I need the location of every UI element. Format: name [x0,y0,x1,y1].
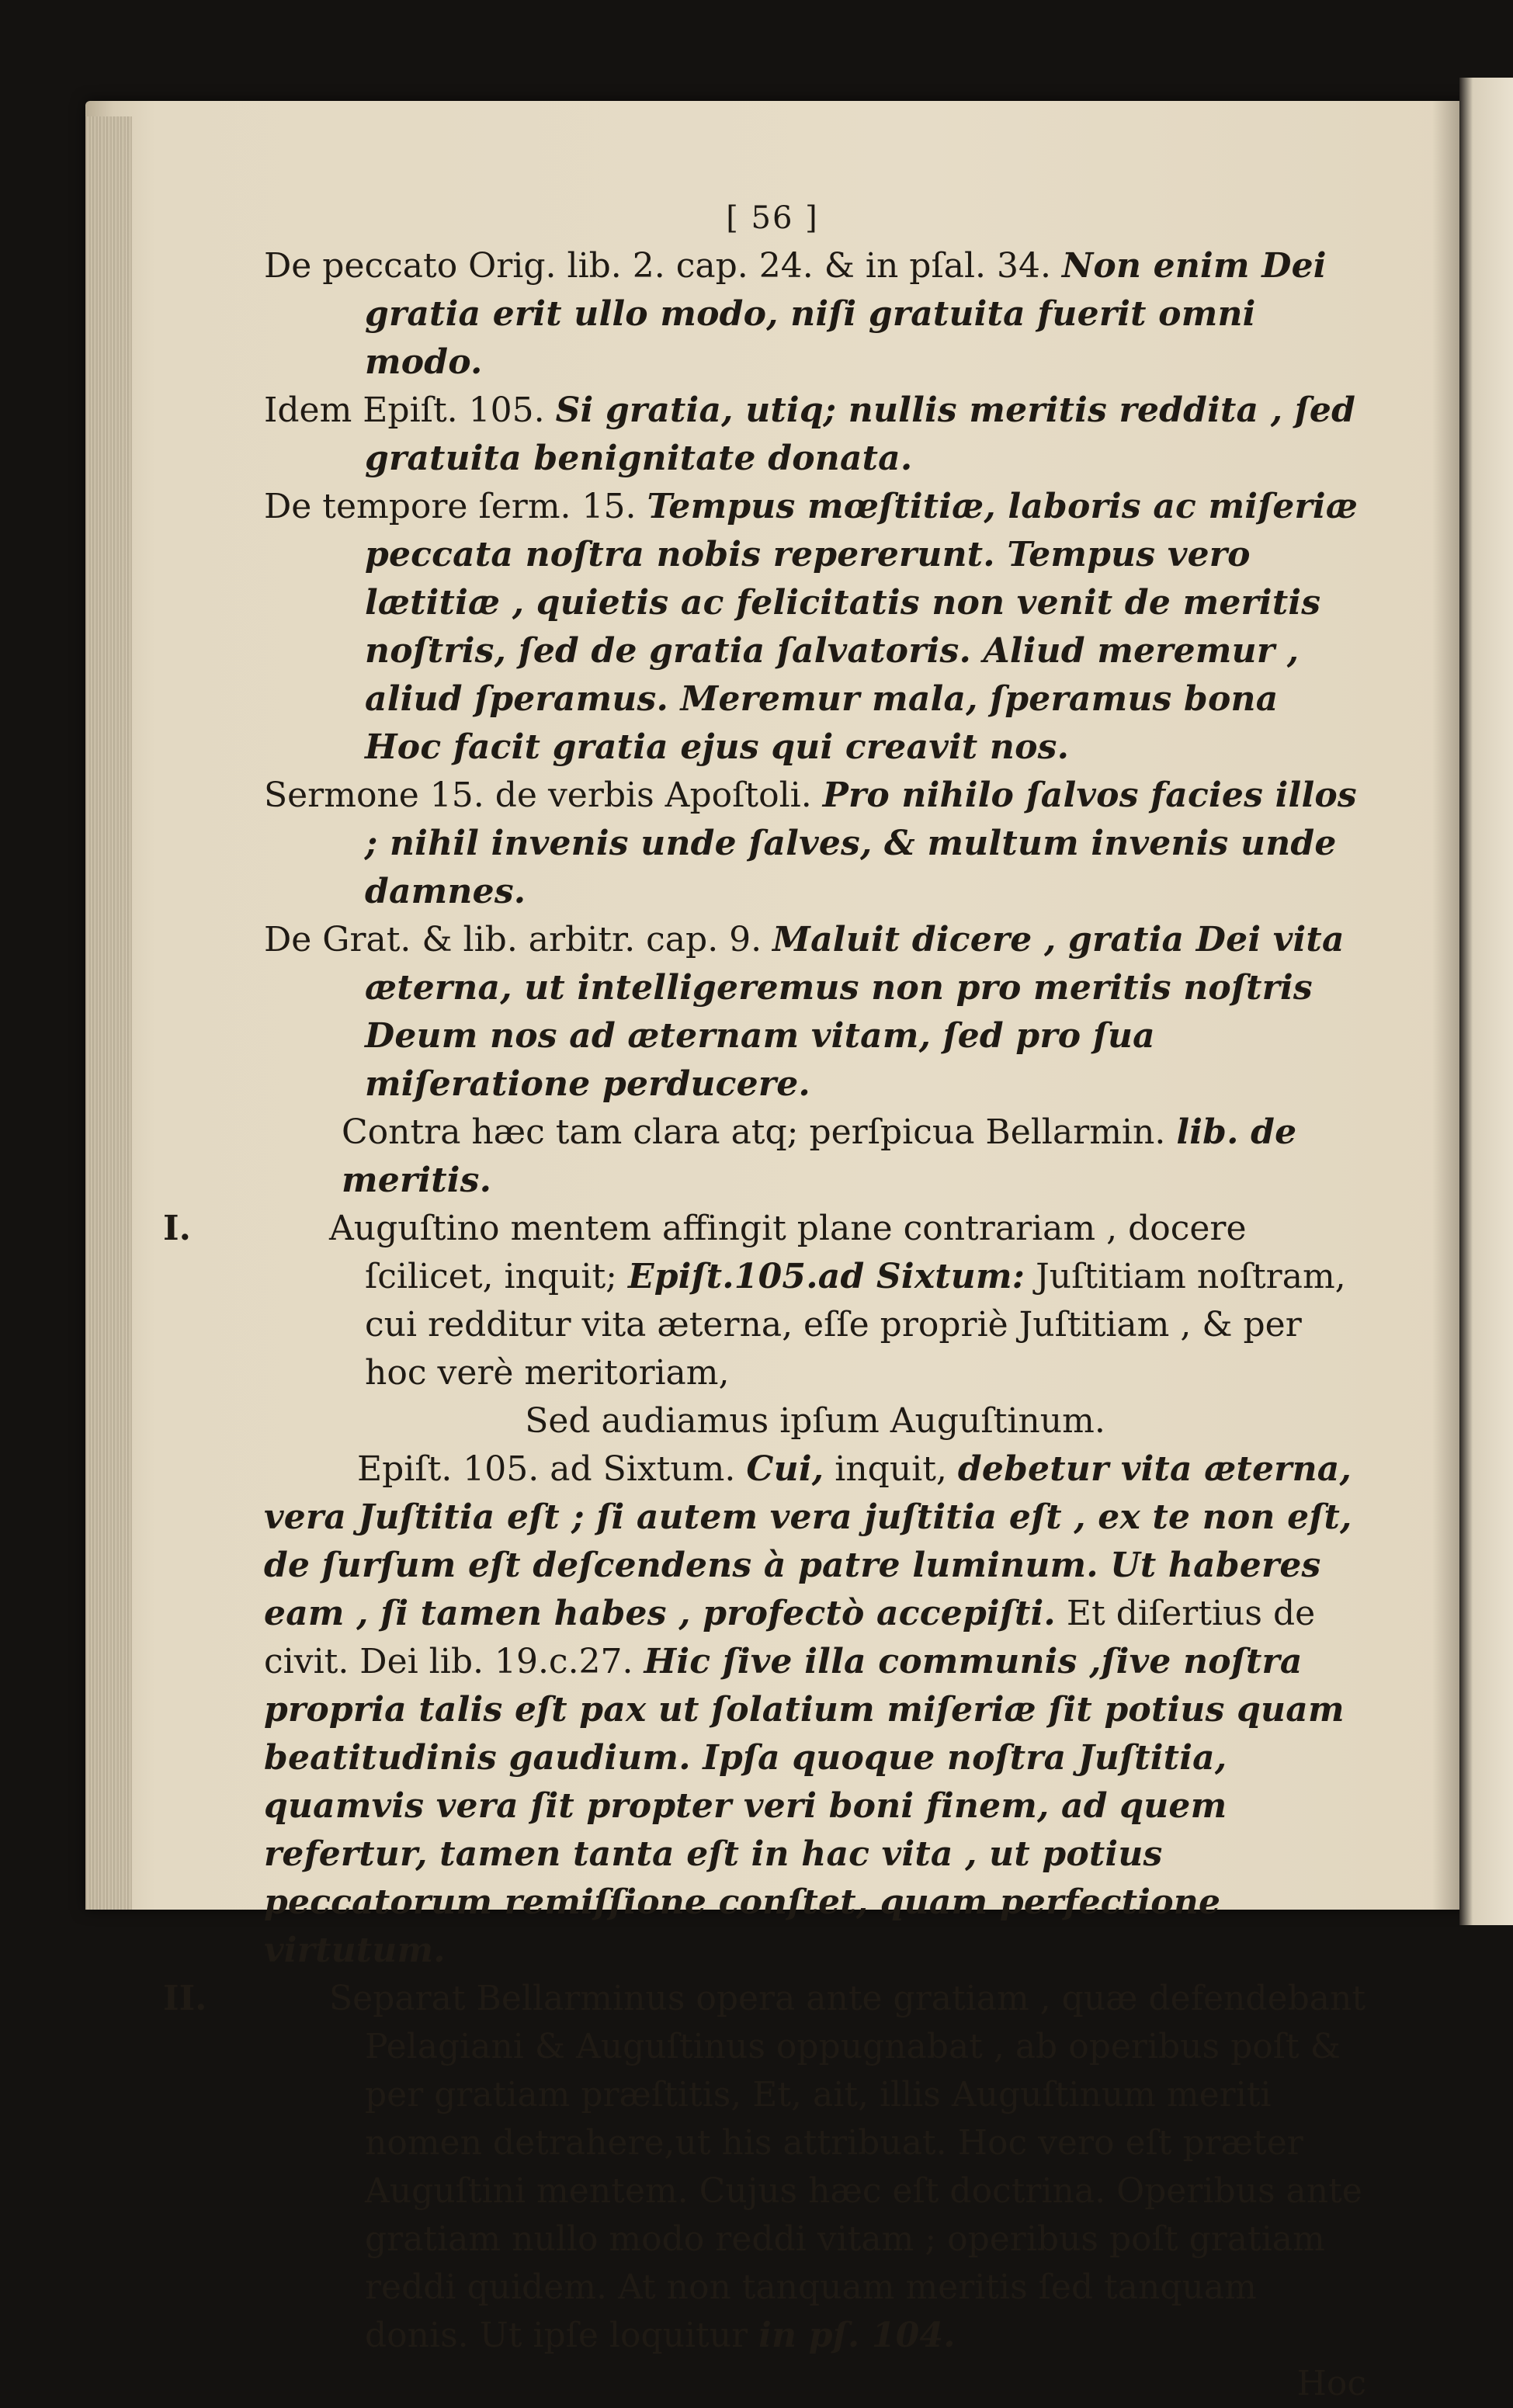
entry-source: De peccato Orig. lib. 2. cap. 24. & in pſal. 34. [264,246,1051,286]
epistle-lead: Epiſt. 105. ad Sixtum. [357,1449,736,1489]
section-2 [163,1975,1366,2360]
epistle-cui: Cui, [746,1449,824,1489]
entry-1 [264,242,1366,387]
section-2-ref: in pſ. 104. [758,2316,956,2355]
section-2-number: II. [163,1979,207,2018]
entry-source: Idem Epiſt. 105. [264,390,545,430]
contra-ref: lib. de meritis. [342,1112,1297,1200]
entry-5 [264,916,1366,1109]
contra-text: Contra hæc tam clara atq; perſpicua Bellarmin. [342,1112,1166,1152]
catchword: Hoc [1296,2364,1366,2403]
section-1 [163,1205,1366,1397]
entry-quote: Pro nihilo ſalvos facies illos ; nihil invenis unde ſalves, & multum invenis unde damnes. [365,775,1357,911]
section-1-ref: Epiſt.105.ad Sixtum: [627,1257,1025,1296]
epistle-quote: debetur vita æterna, vera Juſtitia eſt ; ſi autem vera juſtitia eſt , ex te non eſt, de ſurſum eſt deſcendens à patre luminum. Ut haberes eam , ſi tamen habes , profectò accepiſti. [264,1449,1352,1633]
page-number: [ 56 ] [726,200,819,236]
entry-quote: Si gratia, utiq; nullis meritis reddita , ſed gratuita benignitate donata. [365,390,1356,478]
section-1-text-b: Juſtitiam noſtram, cui redditur vita æterna, eſſe propriè Juſtitiam , & per hoc verè meritoriam, [365,1257,1346,1393]
entry-quote: Non enim Dei gratia erit ullo modo, niſi gratuita fuerit omni modo. [365,246,1327,382]
entry-quote: Tempus mœſtitiæ, laboris ac miſeriæ peccata noſtra nobis repererunt. Tempus vero lætitiæ , quietis ac felicitatis non venit de meritis noſtris, ſed de gratia ſalvatoris. Aliud meremur , aliud ſperamus. Meremur mala, ſperamus bona Hoc facit gratia ejus qui creavit nos. [365,487,1359,767]
epistle-mid: Et diſertius de civit. Dei lib. 19.c.27. [264,1594,1316,1681]
section-1-text-a: Auguſtino mentem affingit plane contrariam , docere ſcilicet, inquit; [329,1209,1247,1296]
text-block [163,194,1366,2408]
contra-line [264,1109,1366,1205]
epistle-inquit: inquit, [835,1449,947,1489]
entry-2 [264,387,1366,483]
entry-source: De tempore ſerm. 15. [264,487,637,526]
entry-4 [264,772,1366,916]
section-1-closing: Sed audiamus ipſum Auguſtinum. [525,1401,1105,1441]
page-edges [85,116,132,1910]
entry-3 [264,483,1366,772]
section-2-text: Separat Bellarminus opera ante gratiam , quæ defendebant Pelagiani & Auguſtinus oppugnabat , ab operibus poſt & per gratiam præſtitis, Et, ait, illis Auguſtinum meriti nomen detrahere,ut his attribuat. Hoc vero eſt præter Auguſtini mentem. Cujus hæc eſt doctrina. Operibus ante gratiam nullo modo reddi vitam ; operibus poſt gratiam reddi quidem. At non tanquam meritis ſed tanquam donis. Ut ipſe loquitur [329,1979,1366,2355]
section-1-number: I. [163,1209,191,1248]
entry-source: Sermone 15. de verbis Apoſtoli. [264,775,812,815]
next-page-edge [1459,78,1513,1925]
epistle-paragraph [264,1445,1366,1975]
entry-quote: Maluit dicere , gratia Dei vita æterna, ut intelligeremus non pro meritis noſtris Deum nos ad æternam vitam, ſed pro ſua miſeratione perducere. [365,920,1345,1104]
epistle-quote-2: Hic ſive illa communis ,ſive noſtra propria talis eſt pax ut ſolatium miſeriæ ſit potius quam beatitudinis gaudium. Ipſa quoque noſtra Juſtitia, quamvis vera ſit propter veri boni finem, ad quem refertur, tamen tanta eſt in hac vita , ut potius peccatorum remiſſione conſtet, quam perfectione virtutum. [264,1642,1345,1970]
entry-source: De Grat. & lib. arbitr. cap. 9. [264,920,762,959]
